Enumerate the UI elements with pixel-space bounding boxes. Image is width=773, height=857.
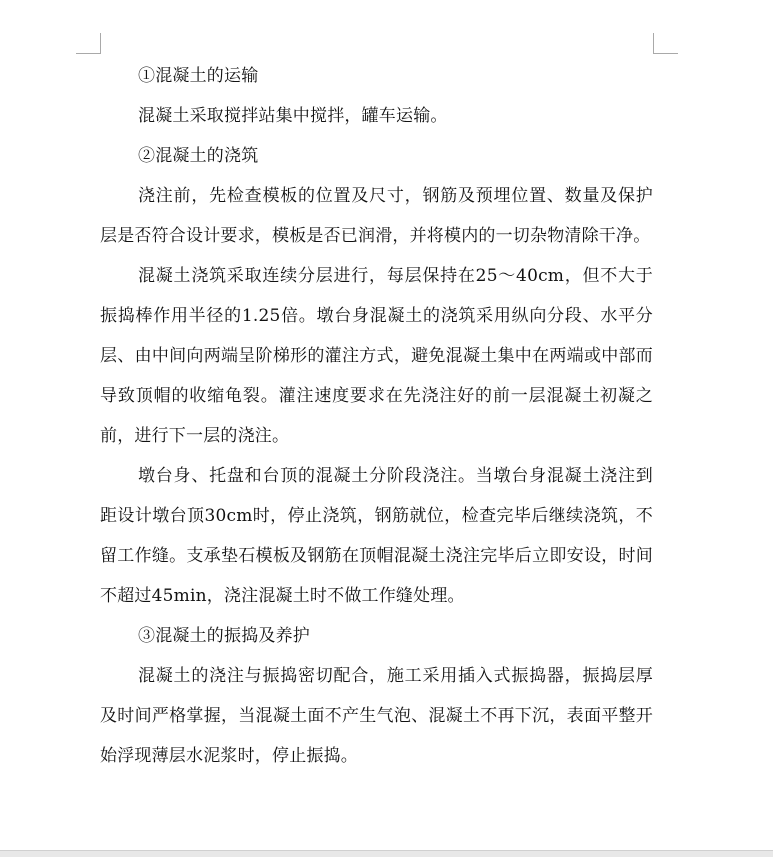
page-bottom-edge	[0, 850, 773, 857]
paragraph-layered-pouring: 混凝土浇筑采取连续分层进行，每层保持在25～40cm，但不大于振捣棒作用半径的1.25倍。墩台身混凝土的浇筑采用纵向分段、水平分层、由中间向两端呈阶梯形的灌注方式，避免混凝土集中在两端或中部而导致顶帽的收缩龟裂。灌注速度要求在先浇注好的前一层混凝土初凝之前，进行下一层的浇注。	[100, 266, 653, 446]
paragraph-vibration: 混凝土的浇注与振捣密切配合，施工采用插入式振捣器，振捣层厚及时间严格掌握，当混凝土面不产生气泡、混凝土不再下沉，表面平整开始浮现薄层水泥浆时，停止振捣。	[100, 666, 653, 766]
top-right-margin-mark	[653, 33, 678, 54]
paragraph-pre-pour-check: 浇注前，先检查模板的位置及尺寸，钢筋及预埋位置、数量及保护层是否符合设计要求，模板是否已润滑，并将模内的一切杂物清除干净。	[100, 186, 653, 246]
section-heading-transport: ①混凝土的运输	[138, 66, 259, 86]
section-heading-pouring: ②混凝土的浇筑	[138, 146, 259, 166]
top-left-margin-mark	[76, 33, 101, 54]
section-heading-vibration-curing: ③混凝土的振捣及养护	[138, 626, 310, 646]
paragraph-staged-pouring: 墩台身、托盘和台顶的混凝土分阶段浇注。当墩台身混凝土浇注到距设计墩台顶30cm时，停止浇筑，钢筋就位，检查完毕后继续浇筑，不留工作缝。支承垫石模板及钢筋在顶帽混凝土浇注完毕后立即安设，时间不超过45min，浇注混凝土时不做工作缝处理。	[100, 466, 653, 606]
document-body[interactable]	[100, 56, 653, 776]
paragraph-transport: 混凝土采取搅拌站集中搅拌，罐车运输。	[138, 106, 448, 126]
